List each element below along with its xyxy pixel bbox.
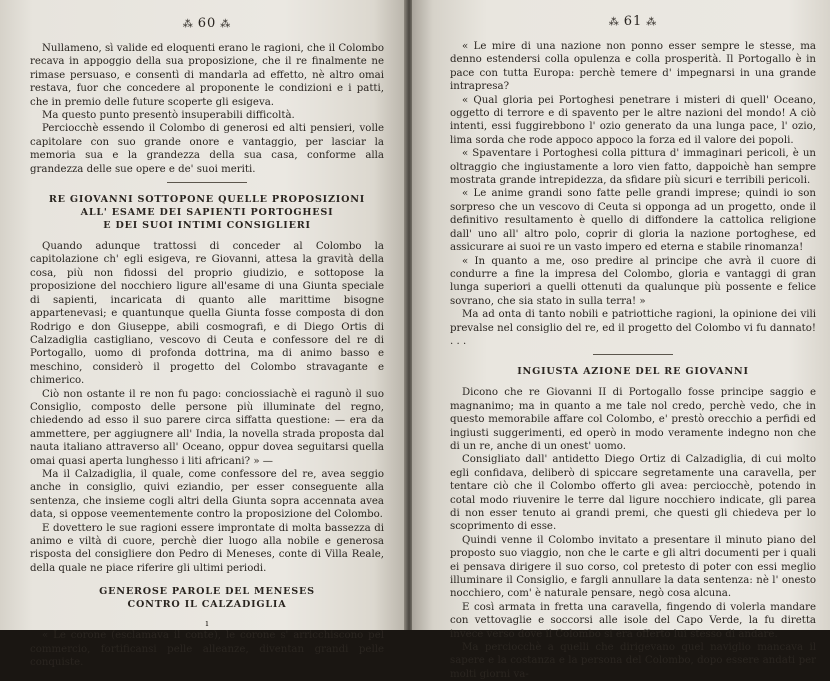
divider-mark: ı bbox=[205, 619, 209, 630]
ornament-icon: ⁂ bbox=[646, 17, 658, 28]
divider bbox=[167, 182, 247, 183]
paragraph: « Le anime grandi sono fatte pelle grandi imprese; quindi io son sorpreso che un vescovo di Ceuta si opponga ad un progetto, onde il definitivo resultamento è quello di diffondere la cattolica religione dall' uno all' altro polo, coprir di gloria la nazione portoghese, ed assicurare ai suoi re un vasto impero ed eterna e stabile rinomanza! bbox=[450, 188, 816, 254]
paragraph: Ciò non ostante il re non fu pago: conciossiachè ei ragunò il suo Consiglio, composto delle persone più illuminate del regno, chiedendo ad esso il suo parere circa siffatta questione: — era da ammettere, per aggiugnere all' India, la novella strada proposta dal nauta italiano attraverso all' Oceano, oppur dovea seguitarsi quella omai quasi aperta lunghesso i liti africani? » — bbox=[30, 388, 384, 467]
paragraph: Consigliato dall' antidetto Diego Ortiz di Calzadiglia, di cui molto egli confidava, deliberò di spiccare segretamente una caravella, per tentare ciò che il Colombo offerto gli avea: perciocchè, potendo in cotal modo riuvenire le terre dal ligure nocchiero indicate, gli parea di non esser tenuto ai grandi premi, che questi gli chiedeva per lo scoprimento di esse. bbox=[450, 454, 816, 533]
page-number: ⁂ 60 ⁂ bbox=[182, 16, 232, 31]
paragraph: E dovettero le sue ragioni essere improntate di molta bassezza di animo e viltà di cuore, perchè dier luogo alla nobile e generosa risposta del consigliere don Pedro di Meneses, conte di Villa Reale, della quale ne piace riferire gli ultimi periodi. bbox=[30, 522, 384, 574]
paragraph: Ma ad onta di tanto nobili e patriottiche ragioni, la opinione dei vili prevalse nel consiglio del re, ed il progetto del Colombo vi fu dannato! . . . bbox=[450, 309, 816, 347]
paragraph: Nullameno, sì valide ed eloquenti erano le ragioni, che il Colombo recava in appoggio della sua proposizione, che il re finalmente ne rimase persuaso, e consentì di mandarla ad effetto, nè altro omai restava, fuor che concedere al proponente le condizioni e i patti, che in premio delle future scoperte gli esigeva. bbox=[30, 43, 384, 108]
ornament-icon: ⁂ bbox=[220, 19, 232, 30]
divider bbox=[593, 354, 673, 355]
paragraph: Quindi venne il Colombo invitato a presentare il minuto piano del proposto suo viaggio, non che le carte e gli altri documenti per i quali ei pensava dirigere il suo corso, col pretesto di poter con essi meglio illuminare il Consiglio, e fargli annullare la data sentenza: nè l' onesto nocchiero, com' è naturale pensare, negò cosa alcuna. bbox=[450, 534, 816, 600]
paragraph: « Qual gloria pei Portoghesi penetrare i misteri di quell' Oceano, oggetto di terrore e di spavento per le altre nazioni del mondo! A ciò intenti, essi fuggirebbono l' ozio generato da una lunga pace, l' ozio, lima sorda che rode appoco appoco la forza ed il valore dei popoli. bbox=[450, 94, 816, 146]
left-page bbox=[0, 0, 406, 669]
paragraph: E così armata in fretta una caravella, fingendo di volerla mandare con vettovaglie e soccorsi alle isole del Capo Verde, la fu diretta invece verso dove il Colombo si era offerto lui stesso di andare. bbox=[450, 601, 816, 640]
paragraph: Dicono che re Giovanni II di Portogallo fosse principe saggio e magnanimo; ma in quanto a me tale nol credo, perchè vedo, che in questo memorabile affare col Colombo, e' prestò orecchio a perfidi ed ingiusti suggerimenti, ed operò in modo veramente indegno non che di un re, anche di un onest' uomo. bbox=[450, 387, 816, 452]
paragraph: Ma questo punto presentò insuperabili difficoltà. bbox=[42, 110, 295, 122]
paragraph: Quando adunque trattossi di conceder al Colombo la capitolazione ch' egli esigeva, re Giovanni, attesa la gravità della cosa, più non fidossi del proprio giudizio, e sottopose la proposizione del nocchiero ligure all'esame di una Giunta speciale di sapienti, incaricata di quanto alle marittime bisogne appartenevasi; e quantunque quella Giunta fosse composta di don Rodrigo e don Giuseppe, abili cosmografi, e di Diego Ortis di Calzadiglia castigliano, vescovo di Ceuta e confessore del re di Portogallo, uomo di profonda dottrina, ma di animo basso e meschino, considerò il progetto del Colombo stravagante e chimerico. bbox=[30, 241, 384, 387]
paragraph: « Spaventare i Portoghesi colla pittura d' immaginari pericoli, è un oltraggio che ingiustamente a loro vien fatto, dappoichè han sempre mostrata grande intrepidezza, da sfidare più sicuri e terribili pericoli. bbox=[450, 148, 816, 187]
paragraph: Ma perciocchè a quelli che dirigevano quel naviglio mancava il sapere e la costanza e la persona del Colombo, dopo essere andati per molti giorni va- bbox=[450, 642, 816, 680]
section-heading: RE GIOVANNI SOTTOPONE QUELLE PROPOSIZIONI ALL' ESAME DEI SAPIENTI PORTOGHESI E DEI SUOI INTIMI CONSIGLIERI bbox=[48, 194, 366, 232]
section-heading: INGIUSTA AZIONE DEL RE GIOVANNI bbox=[517, 366, 749, 378]
paragraph: « Le mire di una nazione non ponno esser sempre le stesse, ma denno estendersi colla opulenza e colla prosperità. Il Portogallo è in pace con tutta Europa: perchè temere d' impegnarsi in una grande intrapresa? bbox=[450, 41, 816, 93]
paragraph: Perciocchè essendo il Colombo di generosi ed alti pensieri, volle capitolare con suo grande onore e vantaggio, per lasciar la memoria sua e la grandezza della sua casa, conforme alla grandezza delle sue opere e de' suoi meriti. bbox=[30, 123, 384, 175]
page-number: ⁂ 61 ⁂ bbox=[608, 14, 658, 29]
right-page bbox=[412, 0, 830, 680]
paragraph: « Le corone (esclamava il conte), le corone s' arricchiscono pel commercio, fortificansi pelle alleanze, diventan grandi pelle conquiste. bbox=[30, 630, 384, 669]
ornament-icon: ⁂ bbox=[182, 19, 194, 30]
section-heading: GENEROSE PAROLE DEL MENESES CONTRO IL CALZADIGLIA bbox=[99, 586, 315, 611]
paragraph: Ma il Calzadiglia, il quale, come confessore del re, avea seggio anche in consiglio, quivi eziandio, per esser conseguente alla sentenza, che insieme cogli altri della Giunta sopra accennata avea data, si oppose veementemente contro la proposizione del Colombo. bbox=[30, 468, 384, 521]
paragraph: « In quanto a me, oso predire al principe che avrà il cuore di condurre a fine la impresa del Colombo, gloria e vantaggi di gran lunga superiori a quelli ottenuti da qualunque più possente e felice sovrano, che sia stato in sulla terra! » bbox=[450, 255, 816, 307]
ornament-icon: ⁂ bbox=[608, 17, 620, 28]
